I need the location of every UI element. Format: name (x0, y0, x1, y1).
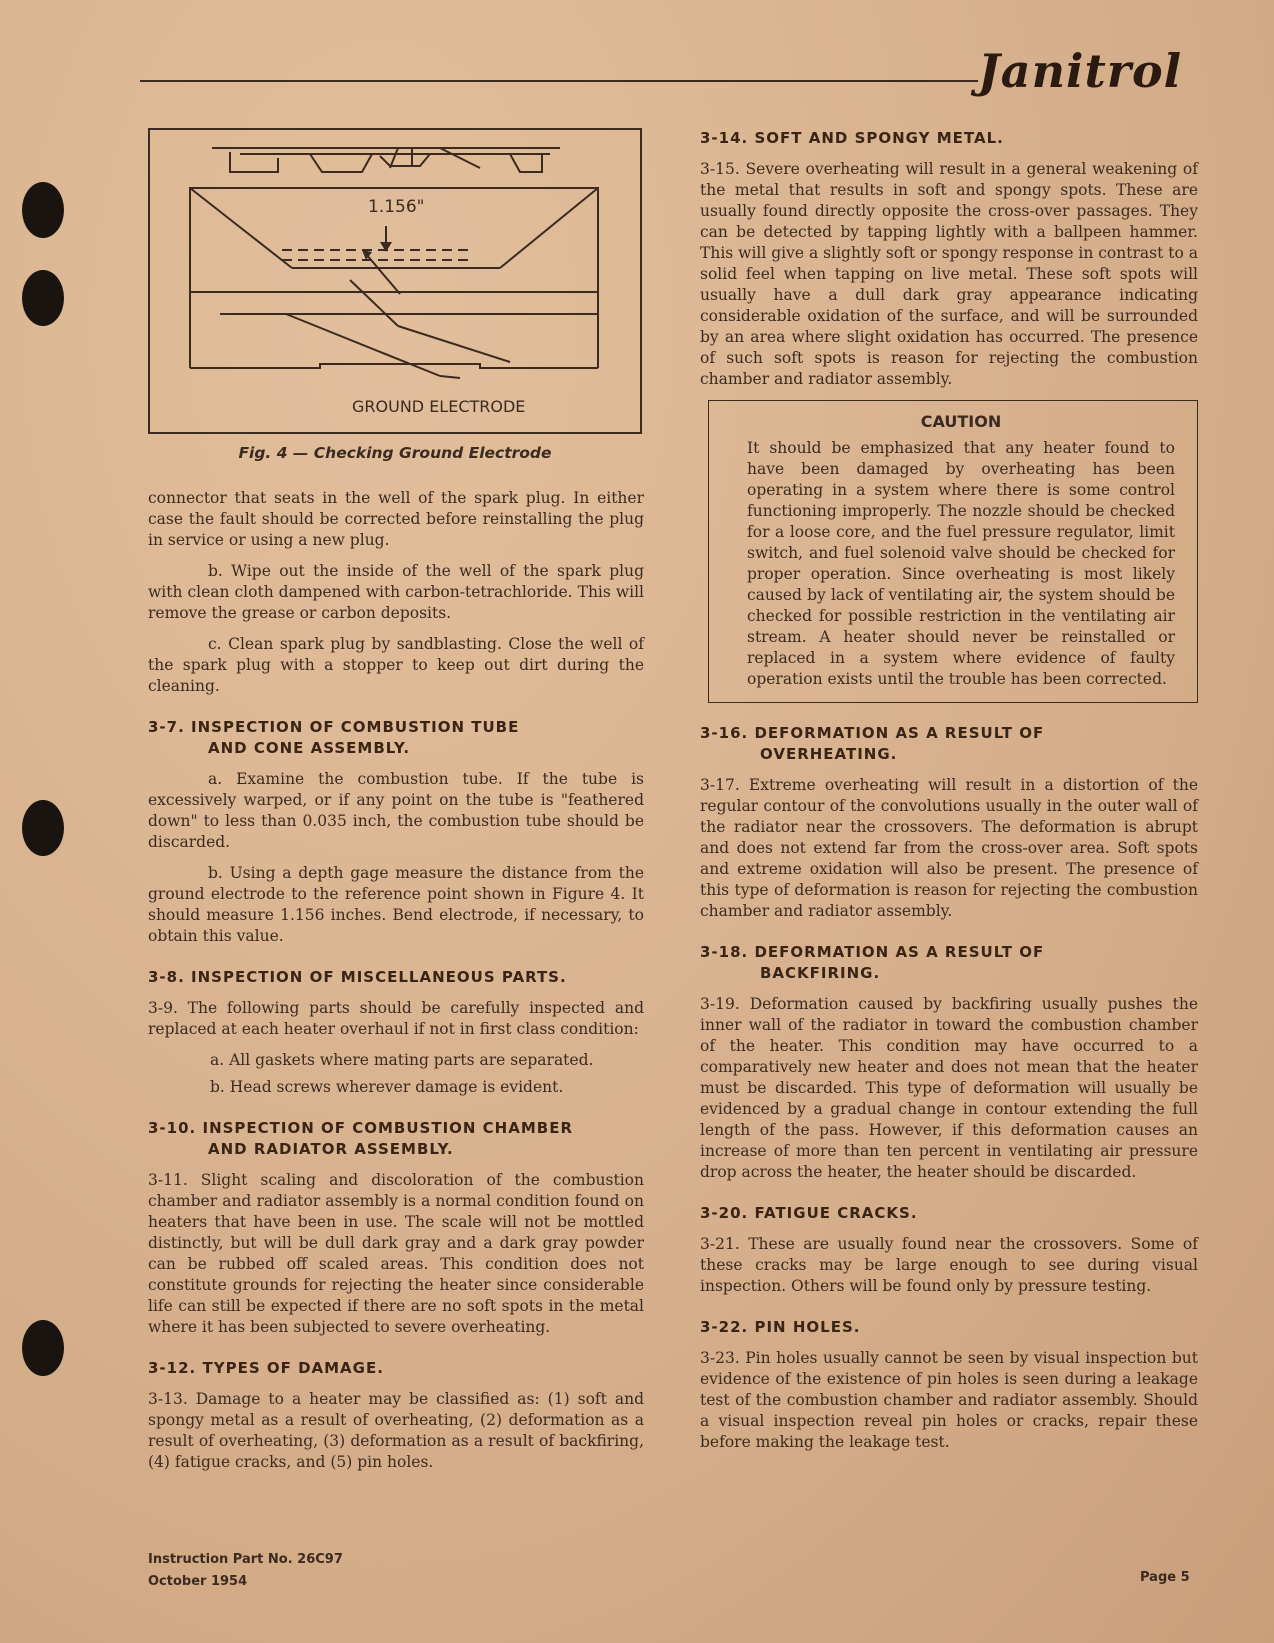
list-item: b. Head screws wherever damage is evident. (210, 1078, 564, 1096)
section-heading: 3-22. PIN HOLES. (700, 1318, 861, 1336)
paragraph: 3-15. Severe overheating will result in a general weakening of the metal that results in soft and spongy spots. These are usually found directly opposite the cross-over passages. They can be detected by tapping lightly with a ballpeen hammer. This will give a slightly soft or spongy response in contrast to a solid feel when tapping on live metal. These soft spots will usually have a dull dark gray appearance indicating considerable oxidation of the surface, and will be surrounded by an area where slight oxidation has occurred. The presence of such soft spots is reason for rejecting the combustion chamber and radiator assembly. (700, 160, 1198, 388)
section-heading: 3-20. FATIGUE CRACKS. (700, 1204, 918, 1222)
list-item: a. All gaskets where mating parts are separated. (210, 1051, 594, 1069)
paragraph: 3-11. Slight scaling and discoloration of the combustion chamber and radiator assembly is a normal condition found on heaters that have been in use. The scale will not be mottled distinctly, but will be dull dark gray and a dark gray powder can be rubbed off scaled areas. This condition does not constitute grounds for rejecting the heater since considerable life can still be expected if there are no soft spots in the metal where it has been subjected to severe overheating. (148, 1171, 644, 1336)
binder-hole (22, 182, 64, 238)
left-column (148, 488, 644, 1483)
paragraph: b. Wipe out the inside of the well of the spark plug with clean cloth dampened with carbon-tetrachloride. This will remove the grease or carbon deposits. (148, 562, 644, 622)
ground-electrode-diagram (150, 130, 640, 432)
paragraph: 3-21. These are usually found near the crossovers. Some of these cracks may be large enough to see during visual inspection. Others will be found only by pressure testing. (700, 1235, 1198, 1295)
paragraph: c. Clean spark plug by sandblasting. Close the well of the spark plug with a stopper to keep out dirt during the cleaning. (148, 635, 644, 695)
ground-electrode-label: GROUND ELECTRODE (352, 397, 526, 416)
section-heading: 3-8. INSPECTION OF MISCELLANEOUS PARTS. (148, 968, 567, 986)
section-heading: 3-10. INSPECTION OF COMBUSTION CHAMBER AND RADIATOR ASSEMBLY. (148, 1119, 574, 1158)
footer-date: October 1954 (148, 1574, 248, 1589)
paragraph: 3-23. Pin holes usually cannot be seen by visual inspection but evidence of the existence of pin holes is seen during a leakage test of the combustion chamber and radiator assembly. Should a visual inspection reveal pin holes or cracks, repair these before making the leakage test. (700, 1349, 1198, 1451)
caution-text: It should be emphasized that any heater found to have been damaged by overheating has been operating in a system where there is some control functioning improperly. The nozzle should be checked for a loose core, and the fuel pressure regulator, limit switch, and fuel solenoid valve should be checked for proper operation. Since overheating is most likely caused by lack of ventilating air, the system should be checked for possible restriction in the ventilating air stream. A heater should never be reinstalled or replaced in a system where evidence of faulty operation exists until the trouble has been corrected. (747, 439, 1175, 688)
paragraph: 3-19. Deformation caused by backfiring usually pushes the inner wall of the radiator in toward the combustion chamber of the heater. This condition may have occurred to a comparatively new heater and does not mean that the heater must be discarded. This type of deformation will usually be evidenced by a gradual change in contour extending the full length of the pass. However, if this deformation causes an increase of more than ten percent in ventilating air pressure drop across the heater, the heater should be discarded. (700, 995, 1198, 1181)
paragraph: 3-13. Damage to a heater may be classified as: (1) soft and spongy metal as a result of overheating, (2) deformation as a result of overheating, (3) deformation as a result of backfiring, (4) fatigue cracks, and (5) pin holes. (148, 1390, 644, 1471)
footer-part-number: Instruction Part No. 26C97 (148, 1552, 343, 1567)
figure-caption: Fig. 4 — Checking Ground Electrode (238, 444, 552, 462)
right-column (700, 118, 1198, 1463)
binder-hole (22, 270, 64, 326)
binder-hole (22, 1320, 64, 1376)
section-heading: 3-18. DEFORMATION AS A RESULT OF BACKFIRING. (700, 943, 1045, 982)
paragraph: connector that seats in the well of the spark plug. In either case the fault should be corrected before reinstalling the plug in service or using a new plug. (148, 489, 644, 549)
section-heading: 3-7. INSPECTION OF COMBUSTION TUBE AND CONE ASSEMBLY. (148, 718, 520, 757)
section-heading: 3-14. SOFT AND SPONGY METAL. (700, 129, 1004, 147)
brand-logo: Janitrol (978, 44, 1183, 98)
paragraph: 3-17. Extreme overheating will result in a distortion of the regular contour of the convolutions usually in the outer wall of the radiator near the crossovers. The deformation is abrupt and does not extend far from the cross-over area. Soft spots and extreme oxidation will also be present. The presence of this type of deformation is reason for rejecting the combustion chamber and radiator assembly. (700, 776, 1198, 920)
figure-box (148, 128, 642, 434)
paragraph: b. Using a depth gage measure the distance from the ground electrode to the reference point shown in Figure 4. It should measure 1.156 inches. Bend electrode, if necessary, to obtain this value. (148, 864, 644, 945)
header-rule (140, 80, 978, 82)
section-heading: 3-16. DEFORMATION AS A RESULT OF OVERHEATING. (700, 724, 1045, 763)
paragraph: 3-9. The following parts should be carefully inspected and replaced at each heater overhaul if not in first class condition: (148, 999, 644, 1038)
section-heading: 3-12. TYPES OF DAMAGE. (148, 1359, 384, 1377)
binder-hole (22, 800, 64, 856)
caution-title: CAUTION (920, 412, 1002, 431)
dimension-label: 1.156" (368, 197, 425, 217)
paragraph: a. Examine the combustion tube. If the tube is excessively warped, or if any point on the tube is "feathered down" to less than 0.035 inch, the combustion tube should be discarded. (148, 770, 644, 851)
page-number: Page 5 (1140, 1570, 1190, 1585)
caution-box (708, 400, 1198, 703)
